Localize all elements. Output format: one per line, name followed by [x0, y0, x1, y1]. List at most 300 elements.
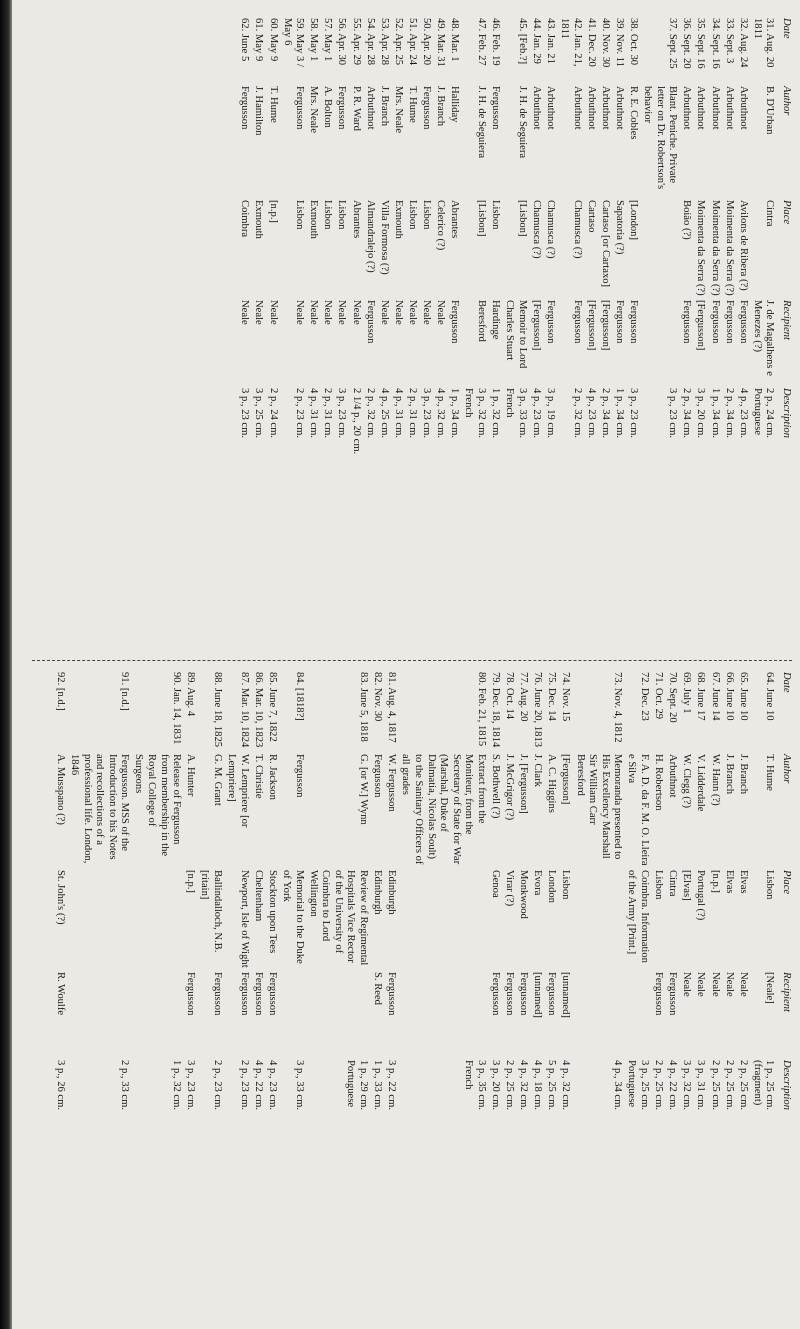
entry-author: J. Hamilton	[253, 86, 265, 136]
entry-recipient: Fergusson	[386, 972, 398, 1016]
entry-recipient: Fergusson	[252, 972, 264, 1016]
entry-place: Edinburgh	[386, 870, 398, 915]
entry-recipient: Fergusson	[449, 300, 461, 344]
entry-recipient	[67, 972, 130, 1056]
entry-author: J. Branch	[435, 86, 447, 127]
entry-recipient: [Fergusson]	[695, 300, 707, 351]
entry-author: G. [or W.] Wynn	[358, 754, 370, 825]
catalog-entry	[371, 672, 384, 1322]
entry-place: Exmouth	[308, 200, 320, 239]
entry-place: [Elvas]	[681, 870, 693, 901]
catalog-entry	[694, 18, 707, 646]
entry-date: 83. June 5, 1818	[358, 672, 370, 742]
entry-desc: 2 1/4 p., 20 cm.	[350, 388, 362, 455]
entry-place: [n.p.]	[267, 200, 279, 223]
catalog-entry	[584, 18, 597, 646]
catalog-entry	[385, 672, 398, 1322]
entry-place: [n.p.]	[185, 870, 197, 893]
entry-recipient: Neale	[253, 300, 265, 325]
entry-date: 58. May 1	[308, 18, 320, 62]
entry-recipient: Fergusson	[737, 300, 749, 344]
entry-recipient: Neale	[406, 300, 418, 325]
header-place: Place	[781, 200, 792, 225]
catalog-entry	[557, 18, 582, 646]
entry-desc: 3 p., 35 cm. French	[463, 1060, 487, 1111]
catalog-entry	[531, 672, 544, 1322]
catalog-entry	[503, 672, 516, 1322]
entry-author: R. Jackson	[266, 754, 278, 800]
column-headers	[779, 672, 792, 1322]
catalog-entry	[225, 672, 250, 1322]
catalog-entry	[680, 672, 693, 1322]
catalog-entry	[529, 18, 542, 646]
entry-date: 62. June 5	[239, 18, 251, 62]
entry-recipient	[573, 972, 623, 1056]
entry-recipient	[306, 972, 369, 1056]
entry-date: 53. Apr. 28	[378, 18, 390, 66]
catalog-entry	[694, 672, 707, 1322]
entry-place: Cartaso [or Cartaxo]	[599, 200, 611, 288]
catalog-entry	[419, 18, 432, 646]
entry-recipient: [Fergusson]	[599, 300, 611, 351]
entry-desc: 1 p., 32 cm.	[171, 1060, 183, 1111]
column-headers	[779, 18, 792, 646]
entry-desc: 2 p., 23 cm.	[294, 388, 306, 439]
entry-date: 64. June 10	[764, 672, 776, 721]
catalog-entry	[543, 18, 556, 646]
entry-recipient: Neale	[421, 300, 433, 325]
entry-recipient: Fergusson	[667, 972, 679, 1016]
entry-desc: 2 p., 24 cm. Portuguese	[751, 388, 776, 439]
entry-recipient: Hardinge	[490, 300, 502, 340]
entry-place: Memorial to the Duke of York	[281, 870, 305, 964]
entry-desc: 2 p., 32 cm.	[571, 388, 583, 439]
entry-date: 43. Jan. 21	[544, 18, 556, 64]
entry-date: 91. [n.d.]	[119, 672, 131, 711]
entry-author: Memoranda presented to His Excellency Marshall Sir William Carr Beresford	[574, 754, 624, 860]
entry-date: 40. Nov. 30	[599, 18, 611, 68]
entry-date: 50. Apr. 20	[421, 18, 433, 66]
entry-desc: 3 p., 23 cm.	[421, 388, 433, 439]
entry-recipient: Neale	[350, 300, 362, 325]
catalog-entry	[391, 18, 404, 646]
entry-place: Lisbon	[322, 200, 334, 230]
catalog-entry	[53, 672, 66, 1322]
entry-desc: 2 p., 23 cm.	[238, 1060, 250, 1111]
entry-recipient: Neale	[322, 300, 334, 325]
header-description: Description	[781, 1060, 792, 1111]
entry-place: Lisbon	[336, 200, 348, 230]
entry-desc: 3 p., 23 cm.	[185, 1060, 197, 1111]
entry-author: A. C. Higgins	[546, 754, 558, 813]
entry-place: Stockton upon Tees	[266, 870, 278, 954]
entry-place: Abrantes	[449, 200, 461, 239]
catalog-entry	[488, 18, 501, 646]
entry-author: Fergusson	[372, 754, 384, 798]
entry-date: 31. Aug. 20 1811	[751, 18, 776, 68]
catalog-entry	[307, 18, 320, 646]
entry-desc: 4 p., 23 cm.	[530, 388, 542, 439]
entry-author: Mrs. Neale	[392, 86, 404, 134]
header-date: Date	[781, 18, 792, 39]
entry-date: 46. Feb. 19	[490, 18, 502, 66]
catalog-entry	[184, 672, 197, 1322]
catalog-entry	[722, 18, 735, 646]
catalog-entry	[67, 672, 130, 1322]
entry-place: Lisbon	[490, 200, 502, 230]
entry-desc: 2 p., 34 cm.	[599, 388, 611, 439]
entry-author: Arbuthnot	[613, 86, 625, 130]
entry-date: 39. Nov. 11	[613, 18, 625, 67]
entry-author: Arbuthnot	[709, 86, 721, 130]
entry-place	[573, 870, 623, 968]
entry-date: 78. Oct. 14	[504, 672, 516, 720]
entry-date: 73. Nov. 4, 1812	[612, 672, 624, 743]
catalog-entry	[363, 18, 376, 646]
entry-desc: 2 p., 34 cm.	[681, 388, 693, 439]
entry-desc: 4 p., 34 cm.	[612, 1060, 624, 1111]
entry-date: 33. Sept. 3	[723, 18, 735, 64]
entry-place: Evora	[532, 870, 544, 896]
entry-desc: 4 p., 31 cm.	[308, 388, 320, 439]
entry-recipient	[279, 972, 304, 1056]
entry-recipient	[640, 300, 678, 384]
catalog-entry	[321, 18, 334, 646]
entry-author: Arbuthnot	[364, 86, 376, 130]
entry-place: [London]	[627, 200, 639, 241]
entry-recipient: Fergusson	[266, 972, 278, 1016]
entry-desc: 2 p., 31 cm.	[322, 388, 334, 439]
entry-desc: 2 p., 25 cm.	[653, 1060, 665, 1111]
entry-recipient: Fergusson	[723, 300, 735, 344]
header-place: Place	[781, 870, 792, 895]
entry-author: Arbuthnot	[585, 86, 597, 130]
entry-date: 77. Aug. 20	[518, 672, 530, 722]
entry-desc: 2 p., 25 cm.	[504, 1060, 516, 1111]
entry-author: F. A. D. da F. M. O. Lleira e Silva	[626, 754, 651, 866]
entry-desc: 3 p., 23 cm.	[627, 388, 639, 439]
entry-recipient: Neale	[695, 972, 707, 997]
entry-recipient: Neale	[723, 972, 735, 997]
entry-desc: 1 p., 34 cm.	[449, 388, 461, 439]
entry-date: 70. Sept. 20	[667, 672, 679, 723]
entry-recipient	[625, 972, 650, 1056]
entry-recipient: Fergusson	[238, 972, 250, 1016]
entry-desc: 1 p., 34 cm.	[709, 388, 721, 439]
entry-date: 81. Aug. 4, 1817	[386, 672, 398, 743]
entry-recipient: Fergusson	[627, 300, 639, 344]
entry-author: J. Clark	[532, 754, 544, 787]
entry-place: Coimbra. Information of the Army [Print.]	[626, 870, 651, 963]
entry-place: Celerico (?)	[435, 200, 447, 251]
entry-author: H. Robertson	[653, 754, 665, 811]
entry-place: [Lisbon]	[516, 200, 528, 237]
entry-author: A. Bolton	[322, 86, 334, 128]
entry-recipient: Beresford	[475, 300, 487, 342]
entry-author: Release of Fergusson from membership in the Royal College of Surgeons	[133, 754, 183, 857]
entry-date: 80. Feb. 21, 1815	[475, 672, 487, 747]
entry-recipient: S. Reed	[372, 972, 384, 1005]
entry-author: Arbuthnot	[681, 86, 693, 130]
catalog-entry	[335, 18, 348, 646]
catalog-entry	[750, 18, 775, 646]
entry-author: Arbuthnot	[530, 86, 542, 130]
entry-date: 44. Jan. 29	[530, 18, 542, 64]
scan-edge	[0, 0, 12, 1329]
entry-recipient: Neale	[239, 300, 251, 325]
entry-author: T. Hume	[764, 754, 776, 791]
catalog-entry	[573, 672, 623, 1322]
header-recipient: Recipient	[781, 972, 792, 1013]
entry-author: Fergusson	[421, 86, 433, 130]
catalog-entry	[652, 672, 665, 1322]
entry-desc: 1 p., 33 cm.	[372, 1060, 384, 1111]
entry-date: 34. Sept. 16	[709, 18, 721, 69]
entry-place: Sapatoria (?)	[613, 200, 625, 255]
entry-desc: 4 p., 18 cm.	[532, 1060, 544, 1111]
entry-desc: 2 p., 25 cm.	[737, 1060, 749, 1111]
entry-date: 54. Apr. 28	[364, 18, 376, 66]
entry-place: Lisbon	[653, 870, 665, 900]
entry-desc: 3 p., 23 cm.	[336, 388, 348, 439]
entry-date: 52. Apr. 25	[392, 18, 404, 66]
entry-desc: 2 p., 24 cm.	[267, 388, 279, 439]
entry-recipient: Fergusson	[490, 972, 502, 1016]
catalog-entry	[545, 672, 558, 1322]
entry-date: 90. Jan. 14, 1831	[171, 672, 183, 745]
entry-author: J. Branch	[737, 754, 749, 795]
entry-place: Avilons de Ribera (?)	[737, 200, 749, 291]
entry-desc: 2 p., 25 cm.	[723, 1060, 735, 1111]
entry-date: 45. [Feb.?]	[516, 18, 528, 65]
catalog-entry	[626, 18, 639, 646]
catalog-entry	[612, 18, 625, 646]
entry-place: Virar (?)	[504, 870, 516, 907]
entry-date: 72. Dec. 23	[639, 672, 651, 721]
column-divider	[32, 660, 792, 662]
entry-place: Review of Regimental Hospitals Vice Rector of the University of Coimbra to Lord Wellington	[307, 870, 370, 966]
entry-desc: 4 p., 22 cm.	[667, 1060, 679, 1111]
entry-author: Mrs. Neale	[308, 86, 320, 134]
entry-recipient: Fergusson	[681, 300, 693, 344]
entry-recipient: Fergusson	[212, 972, 224, 1016]
entry-place: Moimenta da Serra (?)	[695, 200, 707, 296]
entry-place: Cintra	[667, 870, 679, 897]
entry-author: W. Clegg (?)	[681, 754, 693, 809]
entry-place: Boião (?)	[681, 200, 693, 240]
entry-author: Fergusson	[490, 86, 502, 130]
entry-place: Lisbon	[560, 870, 572, 900]
catalog-entry	[640, 18, 678, 646]
entry-place	[399, 870, 487, 968]
entry-date: 36. Sept. 20	[681, 18, 693, 69]
entry-date: 56. Apr. 30	[336, 18, 348, 66]
entry-author: Fergusson	[239, 86, 251, 130]
entry-recipient: Fergusson	[571, 300, 583, 344]
catalog-entry	[349, 18, 362, 646]
entry-author: Arbuthnot	[737, 86, 749, 130]
entry-recipient: Fergusson	[518, 972, 530, 1016]
entry-desc: 1 p., 29 cm. Portuguese	[345, 1060, 370, 1111]
entry-date: 59. May 3 / May 6	[281, 18, 306, 67]
entry-author: Arbuthnot	[667, 754, 679, 798]
catalog-entry	[132, 672, 182, 1322]
entry-place: Cartaso	[585, 200, 597, 233]
entry-desc: 4 p., 32 cm.	[435, 388, 447, 439]
entry-author: J. McGrigor (?)	[504, 754, 516, 821]
entry-author: J. Branch	[723, 754, 735, 795]
entry-date: 60. May 9	[267, 18, 279, 62]
entry-date: 32. Aug. 24	[737, 18, 749, 68]
catalog-entry	[625, 672, 650, 1322]
entry-recipient: Memoir to Lord Charles Stuart	[504, 300, 528, 369]
entry-date: 57. May 1	[322, 18, 334, 62]
entry-place: Portugal (?)	[695, 870, 707, 921]
entry-date: 65. June 10	[737, 672, 749, 721]
entry-recipient: Neale	[378, 300, 390, 325]
entry-place: Genoa	[490, 870, 502, 898]
entry-desc: 3 p., 32 cm.	[681, 1060, 693, 1111]
entry-desc: 4 p., 22 cm.	[252, 1060, 264, 1111]
header-date: Date	[781, 672, 792, 693]
catalog-entry	[736, 672, 749, 1322]
entry-author: J. H. de Seguiera	[475, 86, 487, 159]
entry-recipient: R. Woulfe	[54, 972, 66, 1016]
entry-recipient: Neale	[336, 300, 348, 325]
rotated-listing	[12, 0, 800, 1329]
entry-date: 74. Nov. 15	[560, 672, 572, 722]
entry-desc: 4 p., 31 cm.	[392, 388, 404, 439]
entry-recipient: Fergusson	[653, 972, 665, 1016]
entry-desc: 2 p., 23 cm.	[212, 1060, 224, 1111]
entry-author: W. Lempriere [or Lempriere]	[226, 754, 250, 828]
entry-author: Extract from the Moniteur, from the Secretary of State for War (Marshal, Duke of Dalmatia, Nicolas Soult) to the Sanitary Officers of all grades	[400, 754, 487, 865]
entry-author: Blant. Peniche. Private letter on Dr. Robertson's behavior	[642, 86, 679, 190]
entry-place: Cheltenham	[252, 870, 264, 922]
entry-recipient: Fergusson	[613, 300, 625, 344]
entry-desc: 3 p., 23 cm.	[239, 388, 251, 439]
catalog-entry	[722, 672, 735, 1322]
entry-desc: 2 p., 32 cm.	[364, 388, 376, 439]
entry-date: 61. May 9	[253, 18, 265, 62]
entry-recipient: Fergusson	[364, 300, 376, 344]
entry-place: Abrantes	[350, 200, 362, 239]
entry-desc: 1 p., 32 cm.	[490, 388, 502, 439]
entry-desc: 4 p., 32 cm.	[518, 1060, 530, 1111]
entry-author: R. E. Cobles	[627, 86, 639, 140]
entry-place: [n.p.]	[709, 870, 721, 893]
catalog-entry	[251, 672, 264, 1322]
entry-date: 89. Aug. 4	[185, 672, 197, 717]
entry-desc: 2 p., 25 cm.	[709, 1060, 721, 1111]
entry-place: Lisbon	[294, 200, 306, 230]
catalog-entry	[266, 18, 279, 646]
entry-date: 66. June 10	[723, 672, 735, 721]
entry-place: London	[546, 870, 558, 903]
entry-author: Fergusson	[294, 86, 306, 130]
entry-author: A. Hunter	[185, 754, 197, 797]
entry-author: T. Hume	[267, 86, 279, 123]
entry-author: Fergusson	[293, 754, 305, 798]
entry-author: Fergusson. MSS of the Introduction to his Notes and recollections of a professional life. London, 1846	[69, 754, 131, 864]
entry-desc: 3 p., 33 cm.	[293, 1060, 305, 1111]
header-author: Author	[781, 86, 792, 116]
entry-place: Elvas	[737, 870, 749, 894]
entry-recipient: [unnamed]	[532, 972, 544, 1018]
entry-author: J. H. de Seguiera	[516, 86, 528, 159]
entry-date: 88. June 18, 1825	[212, 672, 224, 748]
entry-author: Arbuthnot	[695, 86, 707, 130]
entry-desc: 4 p., 25 cm.	[378, 388, 390, 439]
catalog-entry	[708, 18, 721, 646]
entry-date: 84. [1818?]	[293, 672, 305, 721]
catalog-entry	[488, 672, 501, 1322]
entry-date: 67. June 14	[709, 672, 721, 721]
entry-recipient	[132, 972, 182, 1056]
entry-author: T. Hume	[406, 86, 418, 123]
entry-desc: 3 p., 33 cm. French	[504, 388, 528, 439]
entry-author: G. M. Grant	[212, 754, 224, 806]
entry-desc: 3 p., 20 cm.	[490, 1060, 502, 1111]
entry-recipient: Fergusson	[546, 972, 558, 1016]
catalog-entry	[434, 18, 447, 646]
entry-desc: 3 p., 32 cm. French	[463, 388, 487, 439]
catalog-entry	[377, 18, 390, 646]
entry-desc: 5 p., 25 cm.	[546, 1060, 558, 1111]
entry-date: 87. Mar. 10, 1824	[238, 672, 250, 748]
entry-place: Moimenta da Serra (?)	[723, 200, 735, 296]
entry-place	[640, 200, 678, 296]
entry-recipient: Neale	[267, 300, 279, 325]
catalog-entry	[598, 18, 611, 646]
entry-recipient: [Neale]	[764, 972, 776, 1004]
entry-date: 47. Feb. 27	[475, 18, 487, 66]
entry-author: A. Musspano (?)	[54, 754, 66, 825]
entry-desc: 1 p., 25 cm. (fragment)	[751, 1060, 776, 1111]
entry-place: Monkwood	[518, 870, 530, 919]
entry-place: Moimenta da Serra (?)	[709, 200, 721, 296]
entry-author: T. Christie	[252, 754, 264, 799]
entry-author: Arbuthnot	[544, 86, 556, 130]
header-recipient: Recipient	[781, 300, 792, 341]
entry-recipient: Neale	[392, 300, 404, 325]
entry-author: Arbuthnot	[599, 86, 611, 130]
catalog-entry	[399, 672, 487, 1322]
catalog-entry	[736, 18, 749, 646]
catalog-entry	[750, 672, 775, 1322]
catalog-entry	[279, 672, 304, 1322]
entry-desc: 3 p., 31 cm.	[695, 1060, 707, 1111]
entry-desc: 4 p., 32 cm.	[560, 1060, 572, 1111]
catalog-entry	[462, 18, 487, 646]
header-description: Description	[781, 388, 792, 439]
entry-place: Cintra	[764, 200, 776, 227]
entry-date: 85. June 7, 1822	[266, 672, 278, 742]
entry-date: 38. Oct. 30	[627, 18, 639, 66]
entry-place: [Lisbon]	[475, 200, 487, 237]
listing-part-2	[20, 672, 792, 1322]
entry-desc: 2 p., 34 cm.	[723, 388, 735, 439]
catalog-entry	[252, 18, 265, 646]
catalog-entry	[559, 672, 572, 1322]
entry-date: 92. [n.d.]	[54, 672, 66, 711]
catalog-entry	[265, 672, 278, 1322]
entry-desc: 1 p., 34 cm.	[613, 388, 625, 439]
entry-recipient: Neale	[294, 300, 306, 325]
entry-author: S. Bothwell (?)	[490, 754, 502, 819]
entry-author: J. [Fergusson]	[518, 754, 530, 814]
entry-desc: 3 p., 20 cm.	[695, 388, 707, 439]
